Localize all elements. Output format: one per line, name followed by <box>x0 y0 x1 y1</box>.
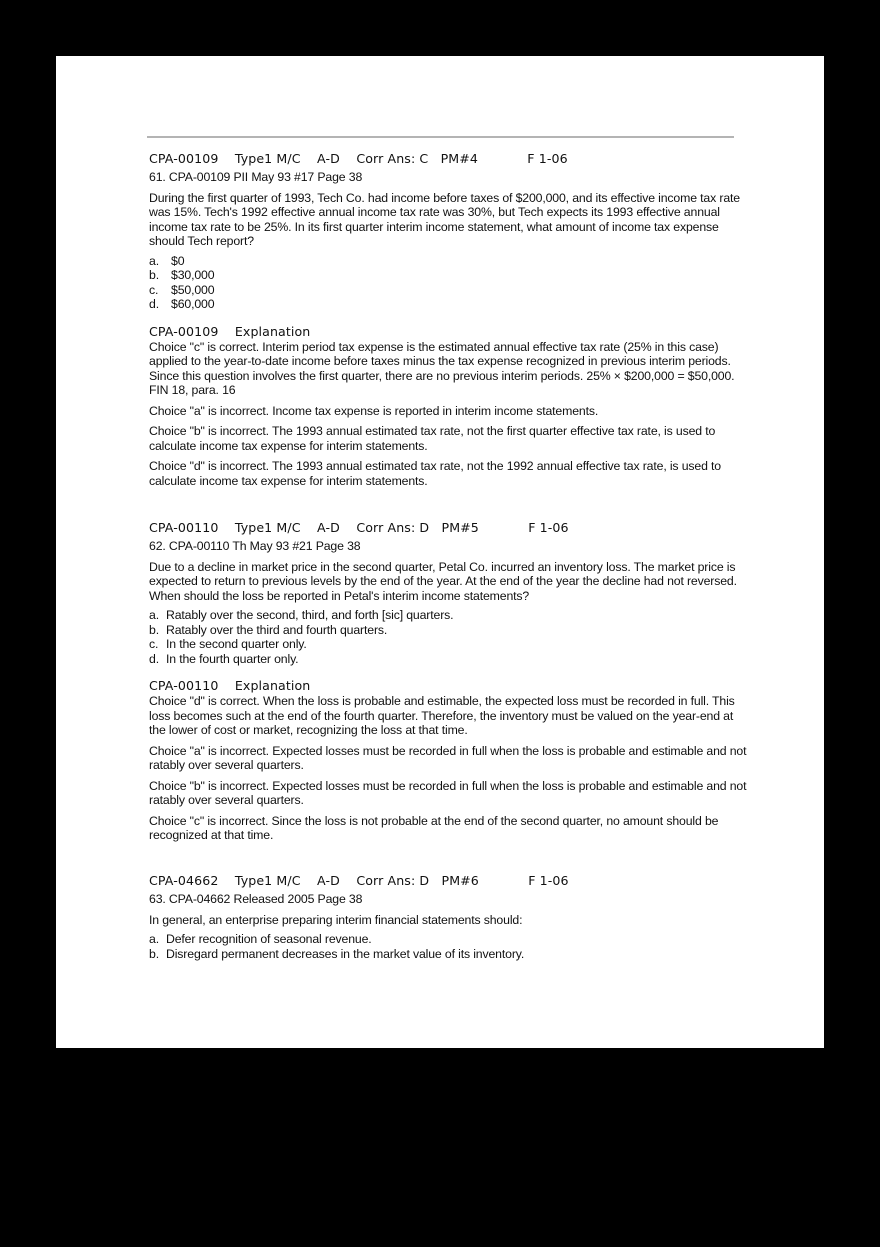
answer-range: A-D <box>317 151 340 166</box>
explanation-paragraph: Choice "c" is correct. Interim period tax expense is the estimated annual effective tax rate (25% in this case) applied to the year-to-date income before taxes minus the tax expense recognized in previous interim periods. Since this question involves the first quarter, there are no previous interim periods. 25% × $200,000 = $50,000. FIN 18, para. 16 <box>149 339 735 397</box>
explanation-paragraph: Choice "c" is incorrect. Since the loss is not probable at the end of the second quarter, no amount should be recognized at that time. <box>149 813 719 842</box>
choice-item: d. In the fourth quarter only. <box>149 651 299 666</box>
question-header <box>149 873 749 889</box>
question-id: CPA-00110 <box>149 520 219 535</box>
document-page <box>56 56 824 1048</box>
explanation-title: CPA-00110 Explanation <box>149 678 311 693</box>
question-type: Type1 M/C <box>234 873 301 888</box>
explanation-paragraph: Choice "a" is incorrect. Expected losses must be recorded in full when the loss is probable and estimable and not ratably over several quarters. <box>149 743 747 772</box>
question-id: CPA-00109 <box>149 151 219 166</box>
pm-number: PM#5 <box>441 520 479 535</box>
choice-item: a. Ratably over the second, third, and forth [sic] quarters. <box>149 608 454 622</box>
question-header <box>149 151 749 167</box>
section-code: F 1-06 <box>528 873 569 888</box>
pm-number: PM#4 <box>440 151 479 166</box>
source-line: 62. CPA-00110 Th May 93 #21 Page 38 <box>149 539 361 553</box>
explanation-paragraph: Choice "a" is incorrect. Income tax expense is reported in interim income statements. <box>149 403 599 418</box>
question-header <box>149 520 749 536</box>
source-line: 61. CPA-00109 PII May 93 #17 Page 38 <box>149 170 363 184</box>
explanation-title: CPA-00109 Explanation <box>149 323 311 339</box>
choice-list <box>149 932 749 961</box>
correct-answer: Corr Ans: D <box>356 520 430 535</box>
explanation-paragraph: Choice "d" is correct. When the loss is probable and estimable, the expected loss must be recorded in full. This loss becomes such at the end of the fourth quarter. Therefore, the inventory must be valued on the year-end at the lower of cost or market, recognizing the loss at that time. <box>149 694 735 737</box>
choice-item: a. Defer recognition of seasonal revenue. <box>149 932 372 946</box>
question-stem: During the first quarter of 1993, Tech Co. had income before taxes of $200,000, and its effective income tax rate was 15%. Tech's 1992 effective annual income tax rate was 30%, but Tech expects its 1993 effective annual income tax rate to be 25%. In its first quarter interim income statement, what amount of income tax expense should Tech report? <box>149 190 740 248</box>
question-block <box>149 151 749 488</box>
explanation-paragraph: Choice "b" is incorrect. The 1993 annual estimated tax rate, not the first quarter effective tax rate, is used to calculate income tax expense for interim statements. <box>149 424 716 453</box>
section-code: F 1-06 <box>527 151 568 166</box>
source-line: 63. CPA-04662 Released 2005 Page 38 <box>149 892 363 906</box>
choice-item: b. Disregard permanent decreases in the market value of its inventory. <box>149 946 525 961</box>
choice-item: c. $50,000 <box>149 282 215 297</box>
question-block <box>149 873 749 961</box>
choice-item: c. In the second quarter only. <box>149 637 307 651</box>
question-id: CPA-04662 <box>149 873 219 888</box>
pm-number: PM#6 <box>441 873 479 888</box>
question-stem: Due to a decline in market price in the second quarter, Petal Co. incurred an inventory loss. The market price is expected to return to previous levels by the end of the year. At the end of the year the decline had not reversed. When should the loss be reported in Petal's interim income statements? <box>149 559 737 603</box>
question-type: Type1 M/C <box>234 151 301 166</box>
correct-answer: Corr Ans: D <box>356 873 430 888</box>
choice-item: a. $0 <box>149 253 185 268</box>
answer-range: A-D <box>317 520 340 535</box>
choice-list <box>149 608 749 666</box>
question-type: Type1 M/C <box>234 520 301 535</box>
choice-item: b. Ratably over the third and fourth quarters. <box>149 622 388 637</box>
choice-list <box>149 254 749 312</box>
question-block <box>149 520 749 843</box>
question-stem: In general, an enterprise preparing interim financial statements should: <box>149 912 523 927</box>
section-code: F 1-06 <box>528 520 569 535</box>
answer-range: A-D <box>317 873 340 888</box>
correct-answer: Corr Ans: C <box>356 151 429 166</box>
explanation-paragraph: Choice "d" is incorrect. The 1993 annual estimated tax rate, not the 1992 annual effective tax rate, is used to calculate income tax expense for interim statements. <box>149 459 721 488</box>
choice-item: b. $30,000 <box>149 268 215 282</box>
explanation-paragraph: Choice "b" is incorrect. Expected losses must be recorded in full when the loss is probable and estimable and not ratably over several quarters. <box>149 778 747 807</box>
horizontal-rule <box>147 136 734 138</box>
choice-item: d. $60,000 <box>149 297 215 311</box>
